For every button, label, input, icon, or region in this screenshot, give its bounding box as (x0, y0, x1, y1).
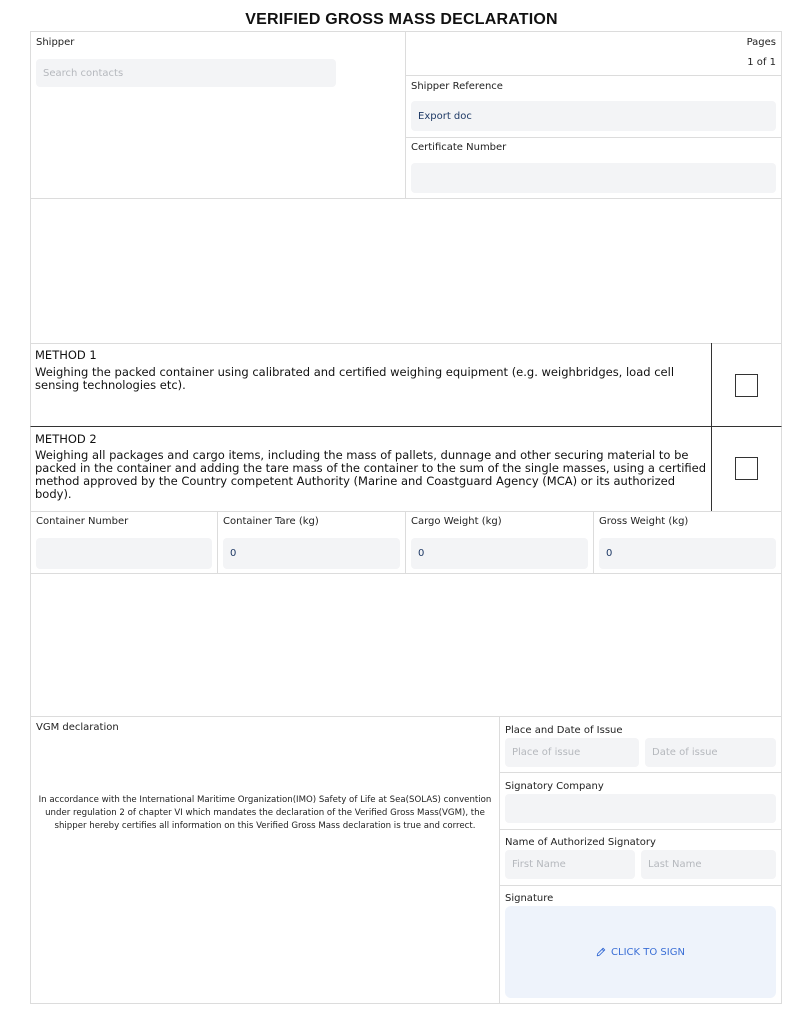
date-of-issue-input[interactable] (645, 738, 776, 767)
name-divider (499, 885, 782, 886)
top-divider (405, 31, 406, 199)
shipper-reference-field[interactable]: Export doc (411, 101, 776, 131)
container-number-label: Container Number (36, 516, 129, 527)
pages-value: 1 of 1 (747, 57, 776, 68)
vgm-declaration-text: In accordance with the International Maritime Organization(IMO) Safety of Life at Sea(SOLAS) convention under regulation 2 of chapter VI which mandates the declaration of the Verified Gross Mass(VGM), the shipper hereby certifies all information on this Verified Gross Mass declaration is true and correct. (38, 795, 492, 831)
weights-divider-3 (593, 511, 594, 574)
method2-text: Weighing all packages and cargo items, including the mass of pallets, dunnage and other securing material to be packed in the container and adding the tare mass of the container to the sum of the single masses, using a certified method approved by the Country competent Authority (Marine and Coastguard Agency (MCA) or its authorized body). (35, 448, 707, 501)
pen-icon (596, 947, 611, 957)
method1-title: METHOD 1 (35, 348, 97, 362)
place-date-label: Place and Date of Issue (505, 725, 623, 736)
blank-area-2 (30, 573, 782, 717)
shipper-search-input[interactable] (36, 59, 336, 87)
weights-divider-1 (217, 511, 218, 574)
reference-divider (405, 137, 782, 138)
gross-weight-field[interactable]: 0 (599, 538, 776, 569)
first-name-input[interactable] (505, 850, 635, 879)
place-of-issue-input[interactable] (505, 738, 639, 767)
cargo-weight-label: Cargo Weight (kg) (411, 516, 502, 527)
signatory-company-field[interactable] (505, 794, 776, 823)
certificate-number-label: Certificate Number (411, 142, 507, 153)
pages-divider (405, 75, 782, 76)
cargo-weight-field[interactable]: 0 (411, 538, 588, 569)
certificate-number-field[interactable] (411, 163, 776, 193)
weights-divider-2 (405, 511, 406, 574)
method1-checkbox[interactable] (735, 374, 758, 397)
shipper-label: Shipper (36, 37, 75, 48)
authorized-signatory-label: Name of Authorized Signatory (505, 837, 656, 848)
method2-divider (711, 427, 712, 512)
gross-weight-label: Gross Weight (kg) (599, 516, 689, 527)
vgm-label: VGM declaration (36, 722, 119, 733)
click-to-sign-label: CLICK TO SIGN (611, 946, 685, 958)
container-number-field[interactable] (36, 538, 212, 569)
shipper-reference-label: Shipper Reference (411, 81, 503, 92)
issue-divider (499, 772, 782, 773)
signature-label: Signature (505, 893, 554, 904)
pages-label: Pages (746, 37, 776, 48)
signatory-company-label: Signatory Company (505, 781, 604, 792)
method1-text: Weighing the packed container using calibrated and certified weighing equipment (e.g. weighbridges, load cell sensing technologies etc). (35, 365, 675, 392)
last-name-input[interactable] (641, 850, 776, 879)
method2-checkbox[interactable] (735, 457, 758, 480)
method1-divider (711, 343, 712, 427)
method2-title: METHOD 2 (35, 432, 97, 446)
blank-area-1 (30, 198, 782, 344)
bottom-divider (499, 716, 500, 1004)
company-divider (499, 829, 782, 830)
page-title: VERIFIED GROSS MASS DECLARATION (245, 11, 558, 28)
container-tare-label: Container Tare (kg) (223, 516, 319, 527)
click-to-sign-button[interactable] (505, 906, 776, 998)
container-tare-field[interactable]: 0 (223, 538, 400, 569)
